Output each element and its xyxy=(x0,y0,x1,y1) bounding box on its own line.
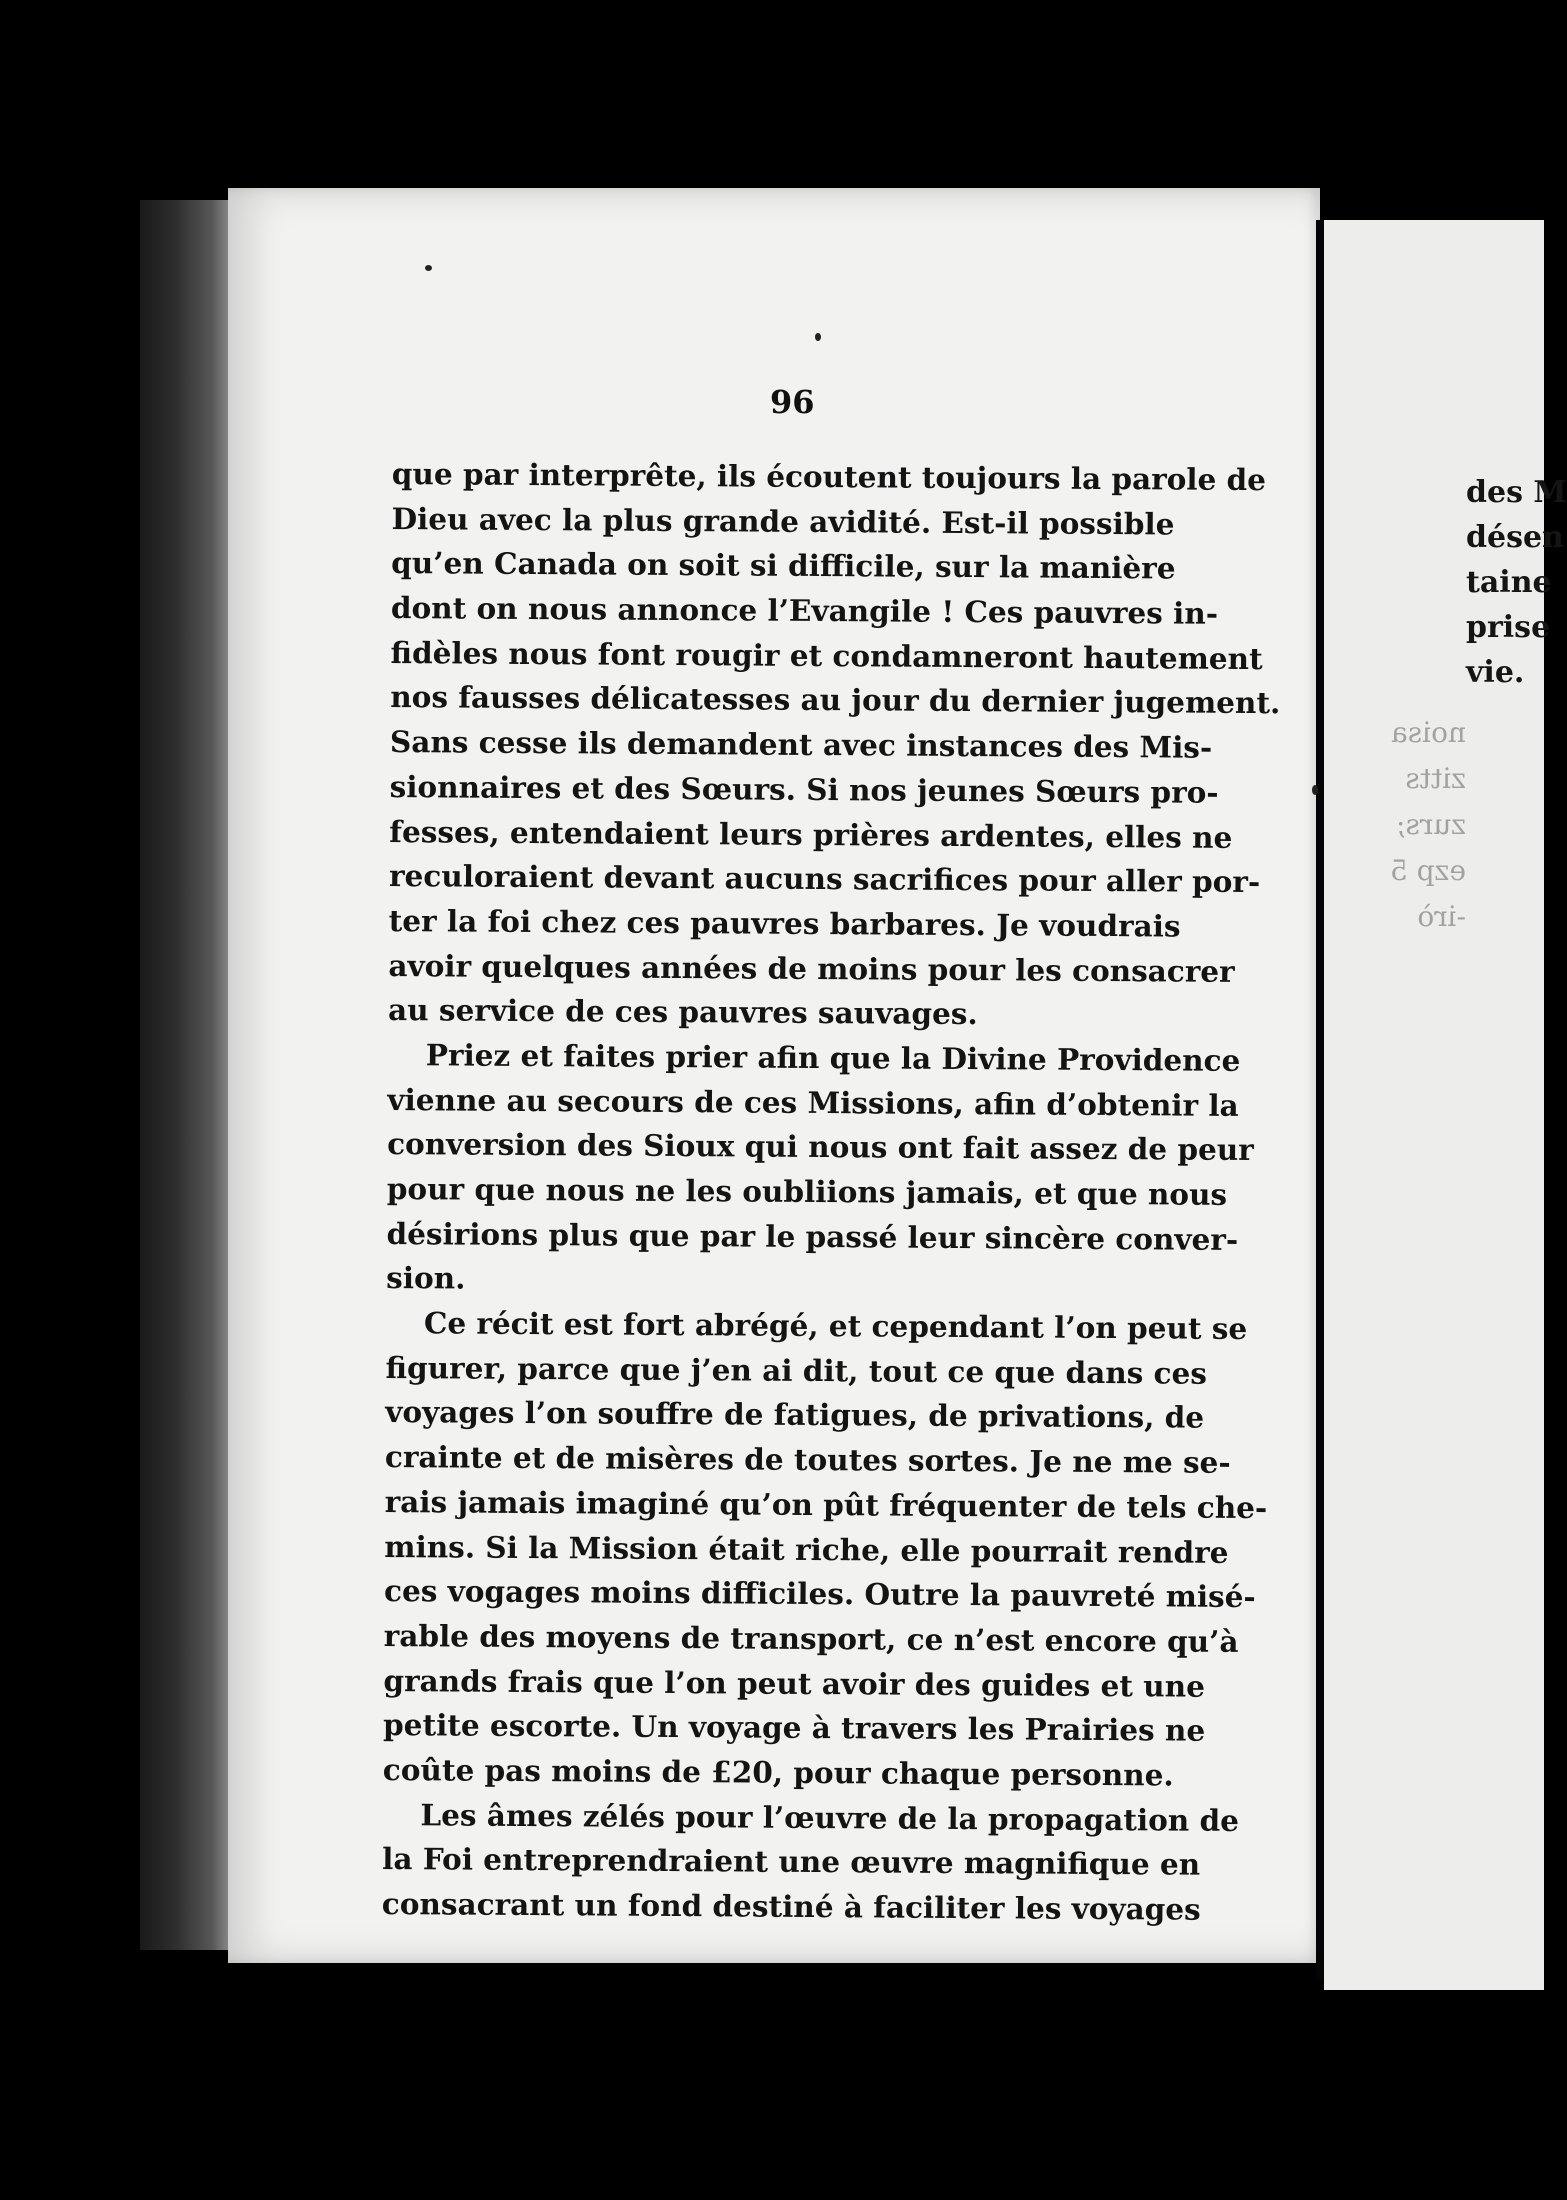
text-line: Ce récit est fort abrégé, et cependant l’on peut se xyxy=(423,1305,1248,1347)
facing-text-line: vie. xyxy=(1466,655,1525,690)
dust-speck xyxy=(815,333,821,341)
book-spine-shadow xyxy=(140,200,230,1950)
text-line: nos fausses délicatesses au jour du dernier jugement. xyxy=(390,679,1281,721)
facing-page-text xyxy=(1466,470,1567,695)
bleed-line: noisa xyxy=(1391,716,1466,749)
facing-text-line: des M xyxy=(1466,475,1567,510)
bleed-line: -irò xyxy=(1417,900,1466,933)
page-gutter xyxy=(1316,220,1324,1980)
text-line: fesses, entendaient leurs prières ardentes, elles ne xyxy=(389,813,1233,855)
text-line: sion. xyxy=(386,1260,466,1296)
bleed-line: ezp 5 xyxy=(1390,854,1466,887)
text-line: consacrant un fond destiné à faciliter les voyages xyxy=(381,1885,1201,1927)
text-line: désirions plus que par le passé leur sincère conver- xyxy=(386,1215,1239,1257)
text-line: pour que nous ne les oubliions jamais, et que nous xyxy=(386,1170,1228,1212)
text-line: petite escorte. Un voyage à travers les Prairies ne xyxy=(382,1707,1206,1748)
text-line: coûte pas moins de £20, pour chaque personne. xyxy=(382,1751,1174,1793)
text-line: Les âmes zélés pour l’œuvre de la propagation de xyxy=(420,1796,1240,1838)
text-line: reculoraient devant aucuns sacrifices pour aller por- xyxy=(388,858,1261,900)
bleed-line: zitts xyxy=(1405,762,1466,795)
text-line: Priez et faites prier afin que la Divine Providence xyxy=(425,1037,1241,1078)
text-line: voyages l’on souffre de fatigues, de privations, de xyxy=(385,1394,1205,1436)
text-line: avoir quelques années de moins pour les consacrer xyxy=(388,947,1235,989)
text-line: sionnaires et des Sœurs. Si nos jeunes Sœurs pro- xyxy=(389,768,1219,810)
facing-text-line: désen xyxy=(1466,520,1564,555)
page-number: 96 xyxy=(770,383,815,421)
text-line: grands frais que l’on peut avoir des guides et une xyxy=(383,1662,1206,1704)
text-line: fidèles nous font rougir et condamneront hautement xyxy=(390,634,1263,676)
text-line: dont on nous annonce l’Evangile ! Ces pauvres in- xyxy=(390,590,1219,631)
text-line: rable des moyens de transport, ce n’est encore qu’à xyxy=(383,1617,1239,1659)
text-line: ces vogages moins difficiles. Outre la pauvreté misé- xyxy=(383,1573,1256,1615)
text-line: ter la foi chez ces pauvres barbares. Je voudrais xyxy=(388,902,1181,944)
bleed-through-text xyxy=(1386,710,1466,940)
text-line: crainte et de misères de toutes sortes. Je ne me se- xyxy=(384,1439,1231,1481)
text-line: Sans cesse ils demandent avec instances des Mis- xyxy=(389,724,1213,765)
text-line: mins. Si la Mission était riche, elle pourrait rendre xyxy=(384,1528,1229,1570)
bleed-line: zurs; xyxy=(1396,808,1466,841)
text-line: au service de ces pauvres sauvages. xyxy=(387,992,978,1032)
text-line: la Foi entreprendraient une œuvre magnifique en xyxy=(382,1841,1201,1882)
text-line: qu’en Canada on soit si difficile, sur la manière xyxy=(391,545,1176,586)
text-line: que par interprête, ils écoutent toujours la parole de xyxy=(391,455,1267,498)
text-line: vienne au secours de ces Missions, afin d’obtenir la xyxy=(387,1081,1239,1123)
facing-text-line: taine xyxy=(1466,565,1552,600)
facing-text-line: prise xyxy=(1466,610,1551,645)
dust-speck xyxy=(425,265,432,271)
text-line: Dieu avec la plus grande avidité. Est-il possible xyxy=(391,500,1175,542)
text-line: rais jamais imaginé qu’on pût fréquenter de tels che- xyxy=(384,1483,1268,1525)
dust-speck xyxy=(1312,785,1318,795)
text-line: conversion des Sioux qui nous ont fait assez de peur xyxy=(387,1126,1254,1168)
text-line: figurer, parce que j’en ai dit, tout ce que dans ces xyxy=(385,1349,1208,1391)
page-body-text xyxy=(381,452,1281,1932)
